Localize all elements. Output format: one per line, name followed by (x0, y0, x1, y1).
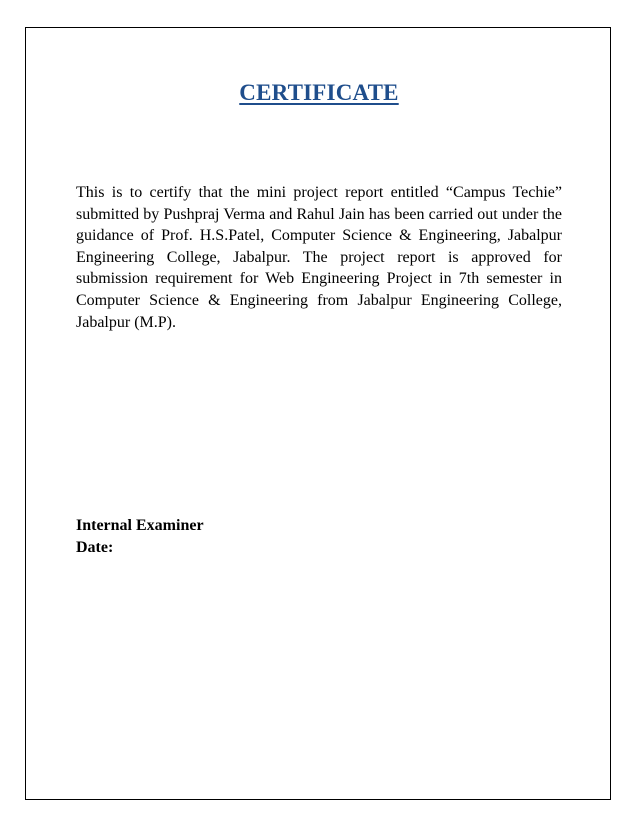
certificate-title: CERTIFICATE (239, 80, 399, 105)
internal-examiner-label: Internal Examiner (76, 517, 204, 534)
certificate-title-wrap (0, 80, 638, 106)
certificate-body: This is to certify that the mini project report entitled “Campus Techie” submitted by Pushpraj Verma and Rahul Jain has been carried out under the guidance of Prof. H.S.Patel, Computer Science & Engineering, Jabalpur Engineering College, Jabalpur. The project report is approved for submission requirement for Web Engineering Project in 7th semester in Computer Science & Engineering from Jabalpur Engineering College, Jabalpur (M.P). (76, 184, 562, 331)
page-border (25, 27, 611, 800)
date-label: Date: (76, 539, 114, 556)
